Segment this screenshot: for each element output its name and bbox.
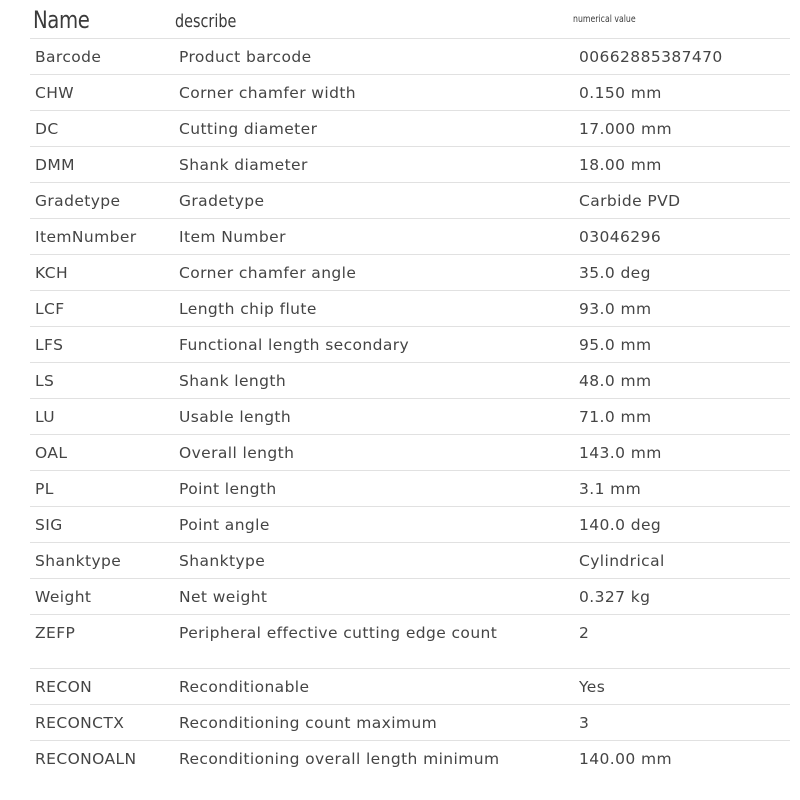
row-describe: Item Number bbox=[179, 228, 286, 246]
row-value: 03046296 bbox=[579, 228, 662, 246]
table-row bbox=[30, 434, 790, 470]
row-name: LCF bbox=[35, 300, 65, 318]
row-name: RECONOALN bbox=[35, 750, 137, 768]
row-name: Weight bbox=[35, 588, 92, 606]
row-describe: Reconditioning overall length minimum bbox=[179, 750, 500, 768]
row-describe: Functional length secondary bbox=[179, 336, 410, 354]
table-row bbox=[30, 110, 790, 146]
row-name: CHW bbox=[35, 84, 75, 102]
row-name: Barcode bbox=[35, 48, 102, 66]
row-value: 140.00 mm bbox=[579, 750, 672, 768]
row-describe: Reconditioning count maximum bbox=[179, 714, 438, 732]
row-name: KCH bbox=[35, 264, 68, 282]
row-name: OAL bbox=[35, 444, 68, 462]
row-name: Gradetype bbox=[35, 192, 121, 210]
table-row bbox=[30, 506, 790, 542]
row-describe: Gradetype bbox=[179, 192, 265, 210]
table-row bbox=[30, 614, 790, 668]
row-describe: Peripheral effective cutting edge count bbox=[179, 624, 498, 642]
row-describe: Shank length bbox=[179, 372, 287, 390]
row-describe: Cutting diameter bbox=[179, 120, 318, 138]
table-row bbox=[30, 182, 790, 218]
table-row bbox=[30, 704, 790, 740]
row-name: PL bbox=[35, 480, 54, 498]
row-describe: Overall length bbox=[179, 444, 295, 462]
table-row bbox=[30, 146, 790, 182]
table-row bbox=[30, 542, 790, 578]
table-row bbox=[30, 38, 790, 74]
row-value: 93.0 mm bbox=[579, 300, 652, 318]
row-describe: Point angle bbox=[179, 516, 270, 534]
row-value: 0.150 mm bbox=[579, 84, 662, 102]
table-row bbox=[30, 254, 790, 290]
row-value: 3 bbox=[579, 714, 590, 732]
row-name: DMM bbox=[35, 156, 75, 174]
row-describe: Shank diameter bbox=[179, 156, 308, 174]
row-value: 17.000 mm bbox=[579, 120, 672, 138]
row-value: 18.00 mm bbox=[579, 156, 662, 174]
row-value: 48.0 mm bbox=[579, 372, 652, 390]
row-name: LFS bbox=[35, 336, 64, 354]
header-value: numerical value bbox=[573, 14, 636, 25]
table-row bbox=[30, 470, 790, 506]
header-name: Name bbox=[33, 6, 90, 34]
header-describe: describe bbox=[175, 11, 237, 32]
row-value: Cylindrical bbox=[579, 552, 665, 570]
row-value: 140.0 deg bbox=[579, 516, 662, 534]
table-row bbox=[30, 218, 790, 254]
row-describe: Corner chamfer width bbox=[179, 84, 357, 102]
row-describe: Point length bbox=[179, 480, 277, 498]
row-value: 0.327 kg bbox=[579, 588, 651, 606]
row-name: RECONCTX bbox=[35, 714, 125, 732]
row-name: RECON bbox=[35, 678, 93, 696]
row-name: ZEFP bbox=[35, 624, 76, 642]
table-row bbox=[30, 326, 790, 362]
table-row bbox=[30, 290, 790, 326]
row-value: 00662885387470 bbox=[579, 48, 723, 66]
table-row bbox=[30, 668, 790, 704]
row-describe: Reconditionable bbox=[179, 678, 310, 696]
row-value: Yes bbox=[579, 678, 606, 696]
row-describe: Net weight bbox=[179, 588, 268, 606]
row-describe: Shanktype bbox=[179, 552, 266, 570]
row-name: ItemNumber bbox=[35, 228, 137, 246]
table-row bbox=[30, 74, 790, 110]
row-describe: Corner chamfer angle bbox=[179, 264, 357, 282]
row-describe: Length chip flute bbox=[179, 300, 317, 318]
row-name: SIG bbox=[35, 516, 63, 534]
row-value: 143.0 mm bbox=[579, 444, 662, 462]
table-row bbox=[30, 578, 790, 614]
row-name: DC bbox=[35, 120, 59, 138]
row-value: Carbide PVD bbox=[579, 192, 681, 210]
table-header bbox=[0, 0, 800, 40]
row-value: 35.0 deg bbox=[579, 264, 651, 282]
row-name: Shanktype bbox=[35, 552, 122, 570]
row-value: 71.0 mm bbox=[579, 408, 652, 426]
row-name: LS bbox=[35, 372, 55, 390]
row-value: 3.1 mm bbox=[579, 480, 642, 498]
row-name: LU bbox=[35, 408, 56, 426]
table-row bbox=[30, 362, 790, 398]
row-value: 95.0 mm bbox=[579, 336, 652, 354]
spec-table bbox=[30, 38, 790, 794]
row-describe: Usable length bbox=[179, 408, 292, 426]
table-row bbox=[30, 398, 790, 434]
row-describe: Product barcode bbox=[179, 48, 312, 66]
row-value: 2 bbox=[579, 624, 590, 642]
table-row bbox=[30, 740, 790, 794]
